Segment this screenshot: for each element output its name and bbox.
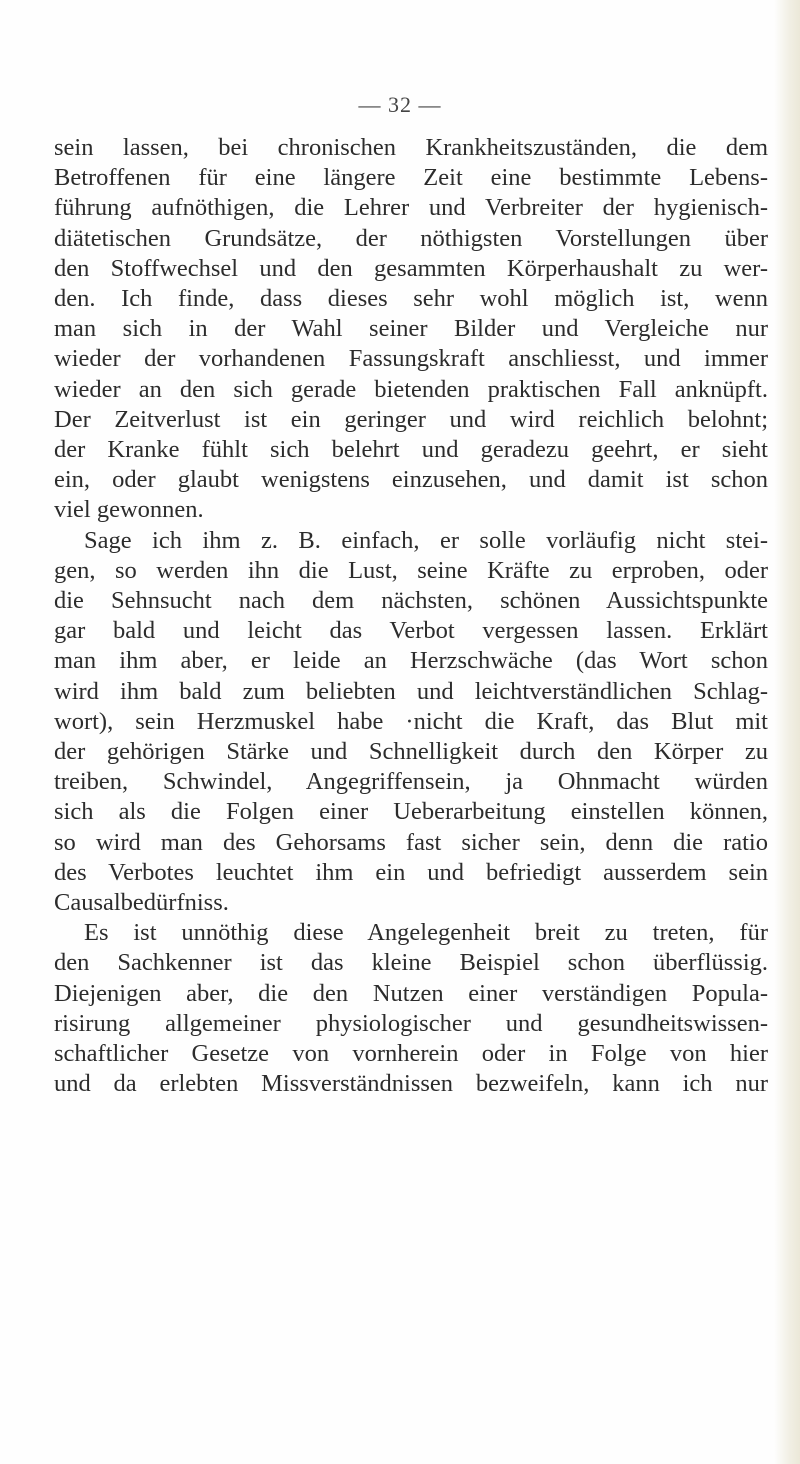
text-line: schaftlicher Gesetze von vornherein oder in Folge von hier <box>54 1040 768 1067</box>
text-line: gar bald und leicht das Verbot vergessen lassen. Erklärt <box>54 617 768 645</box>
text-line: ein, oder glaubt wenigstens einzusehen, und damit ist schon <box>54 466 768 494</box>
text-line: der Kranke fühlt sich belehrt und geradezu geehrt, er sieht <box>54 436 768 463</box>
text-line: Der Zeitverlust ist ein geringer und wird reichlich belohnt; <box>54 405 768 433</box>
text-line: Diejenigen aber, die den Nutzen einer verständigen Popula- <box>54 979 768 1007</box>
text-line: diätetischen Grundsätze, der nöthigsten Vorstellungen über <box>54 224 768 252</box>
text-line: wieder der vorhandenen Fassungskraft anschliesst, und immer <box>54 345 768 373</box>
text-line: Sage ich ihm z. B. einfach, er solle vorläufig nicht stei- <box>84 526 768 554</box>
text-line: wird ihm bald zum beliebten und leichtverständlichen Schlag- <box>54 677 768 705</box>
text-line: Es ist unnöthig diese Angelegenheit breit zu treten, für <box>84 919 768 947</box>
page-edge-shadow <box>774 0 800 1464</box>
text-line: führung aufnöthigen, die Lehrer und Verbreiter der hygienisch- <box>54 194 768 222</box>
text-line: den Sachkenner ist das kleine Beispiel schon überflüssig. <box>54 949 768 977</box>
text-line: man ihm aber, er leide an Herzschwäche (das Wort schon <box>54 647 768 675</box>
text-line: die Sehnsucht nach dem nächsten, schönen Aussichtspunkte <box>54 587 768 614</box>
text-line: sein lassen, bei chronischen Krankheitszuständen, die dem <box>54 134 768 161</box>
text-line: man sich in der Wahl seiner Bilder und Vergleiche nur <box>54 315 768 343</box>
page-number: — 32 — <box>358 92 442 117</box>
text-line: des Verbotes leuchtet ihm ein und befriedigt ausserdem sein <box>54 858 768 886</box>
text-line: Causalbedürfniss. <box>54 889 229 916</box>
text-line: wort), sein Herzmuskel habe ·nicht die Kraft, das Blut mit <box>54 707 768 735</box>
text-line: risirung allgemeiner physiologischer und gesundheitswissen- <box>54 1009 768 1037</box>
text-line: viel gewonnen. <box>54 496 204 524</box>
text-line: Betroffenen für eine längere Zeit eine bestimmte Lebens- <box>54 164 768 192</box>
text-line: den Stoffwechsel und den gesammten Körperhaushalt zu wer- <box>54 254 768 282</box>
text-line: treiben, Schwindel, Angegriffensein, ja Ohnmacht würden <box>54 768 768 796</box>
text-line: der gehörigen Stärke und Schnelligkeit durch den Körper zu <box>54 738 768 765</box>
text-line: wieder an den sich gerade bietenden praktischen Fall anknüpft. <box>54 375 768 403</box>
text-line: sich als die Folgen einer Ueberarbeitung einstellen können, <box>54 798 768 826</box>
text-line: so wird man des Gehorsams fast sicher sein, denn die ratio <box>54 828 768 856</box>
text-line: und da erlebten Missverständnissen bezweifeln, kann ich nur <box>54 1070 768 1098</box>
text-line: den. Ich finde, dass dieses sehr wohl möglich ist, wenn <box>54 285 768 312</box>
text-line: gen, so werden ihn die Lust, seine Kräfte zu erproben, oder <box>54 556 768 584</box>
